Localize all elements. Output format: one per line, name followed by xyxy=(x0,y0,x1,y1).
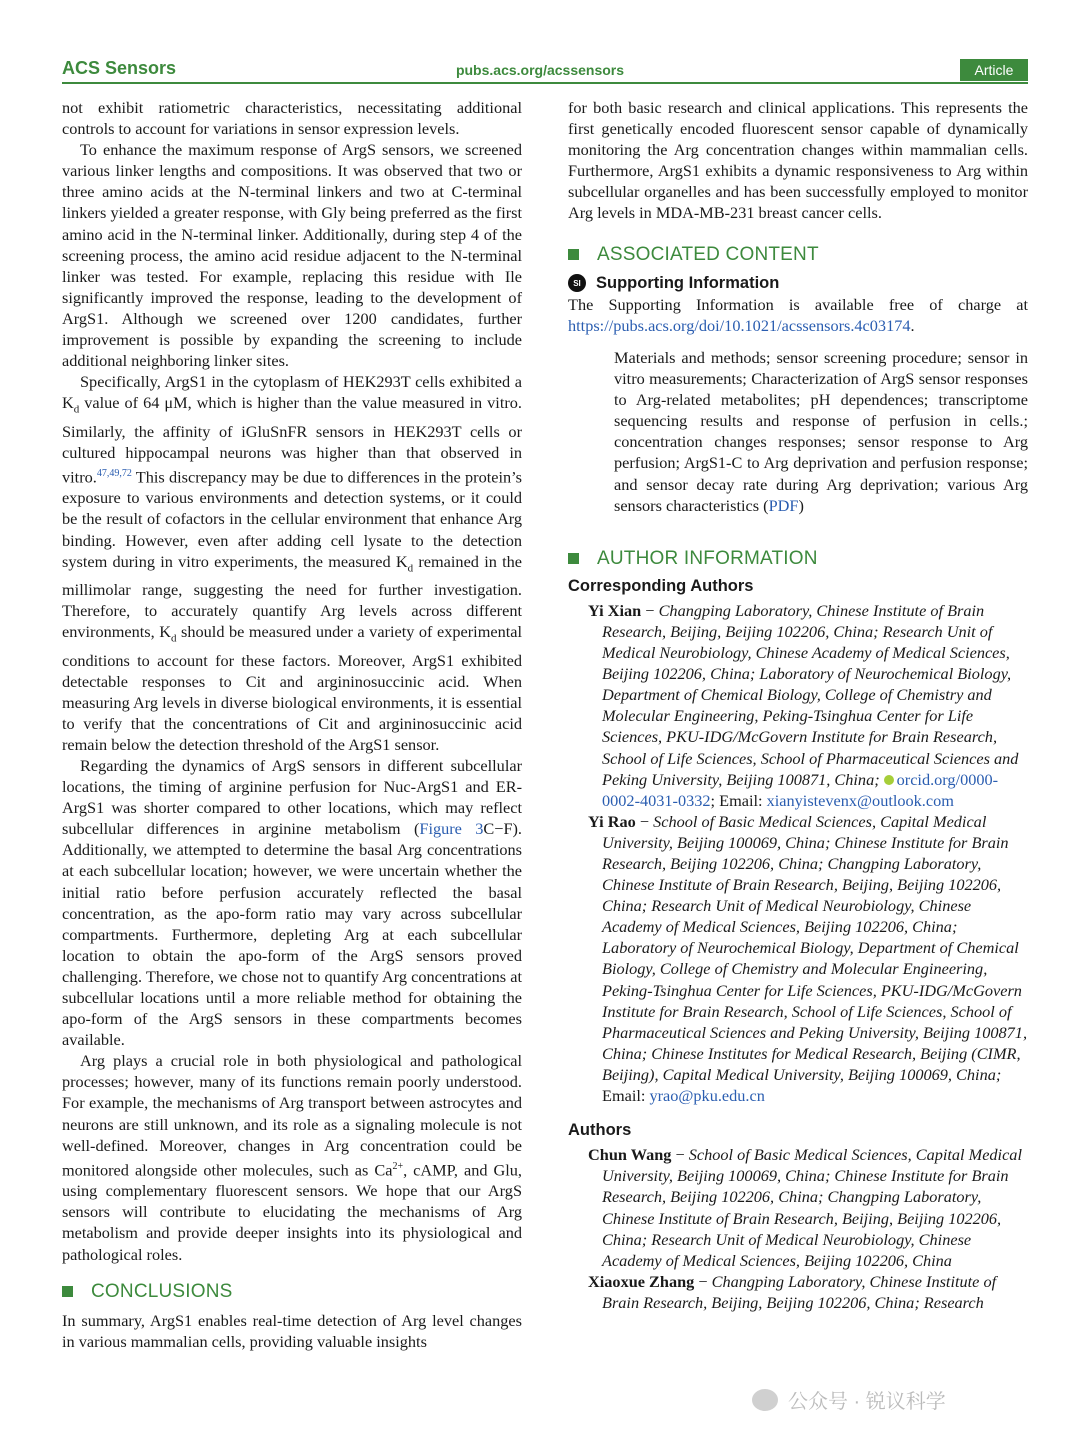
paragraph: Arg plays a crucial role in both physiological and pathological processes; however, many of its functions remain poorly understood. For example, the mechanisms of Arg transport between astrocytes and neurons are still unknown, and its role as a signaling molecule is not well-defined. Moreover, changes in Arg concentration could be monitored alongside other molecules, such as $Ca^{2+}$, cAMP, and Glu, using complementary fluorescent sensors. We hope that our ArgS sensors will contribute to elucidating the mechanisms of Arg metabolism and provide deeper insights into its physiological and pathological roles. xyxy=(62,1051,522,1264)
right-column xyxy=(568,97,1028,1313)
header-rule xyxy=(62,82,1028,84)
section-square-icon xyxy=(568,553,579,564)
supporting-info-icon: SI xyxy=(568,274,586,292)
author-name: Chun Wang xyxy=(588,1145,672,1165)
journal-url[interactable]: pubs.acs.org/acssensors xyxy=(455,62,625,78)
reference-link[interactable]: 47,49,72 xyxy=(96,467,132,479)
conclusions-heading: CONCLUSIONS xyxy=(62,1281,522,1302)
section-square-icon xyxy=(568,249,579,260)
author-name: Xiaoxue Zhang xyxy=(588,1271,695,1291)
author-information-heading: AUTHOR INFORMATION xyxy=(568,548,1028,569)
author-name: Yi Rao xyxy=(588,811,636,831)
paragraph: To enhance the maximum response of ArgS sensors, we screened various linker lengths and compositions. It was observed that two or three amino acids at the N-terminal linkers and two at C-terminal linkers yielded a greater response, with Gly being preferred as the first amino acid in the N-terminal linker. Additionally, during step 4 of the screening process, the amino acid residue adjacent to the N-terminal linker was tested. For example, replacing this residue with Ile significantly improved the response, leading to the development of ArgS1. Although we screened over 1200 candidates, further improvement is possible by expanding the screening to include additional neighboring linker sites. xyxy=(62,140,522,371)
associated-content-heading: ASSOCIATED CONTENT xyxy=(568,244,1028,265)
paragraph: In summary, ArgS1 enables real-time detection of Arg level changes in various mammalian cells, providing valuable insights xyxy=(62,1310,522,1351)
watermark: 公众号 · 锐议科学 xyxy=(752,1385,946,1414)
email-link[interactable]: yrao@pku.edu.cn xyxy=(649,1086,765,1106)
paragraph: not exhibit ratiometric characteristics, necessitating additional controls to account for variations in sensor expression levels. xyxy=(62,98,522,139)
author-entry: Yi Rao − School of Basic Medical Sciences, Capital Medical University, Beijing 100069, China; Chinese Institute for Brain Research, Beijing 102206, China; Changping Laboratory, Chinese Institute of Brain Research, Beijing, Beijing 102206, China; Research Unit of Medical Neurobiology, Chinese Academy of Medical Sciences, Beijing 102206, China; Laboratory of Neurochemical Biology, Department of Chemical Biology, College of Chemistry and Molecular Engineering, Peking-Tsinghua Center for Life Sciences, PKU-IDG/McGovern Institute for Brain Research, School of Life Sciences, School of Pharmaceutical Sciences and Peking University, Beijing 100871, China; Chinese Institutes for Medical Research, Beijing (CIMR, Beijing), Capital Medical University, Beijing 100069, China; Email: yrao@pku.edu.cn xyxy=(588,811,1028,1106)
si-url-link[interactable]: https://pubs.acs.org/doi/10.1021/acssensors.4c03174 xyxy=(568,315,911,335)
authors-heading: Authors xyxy=(568,1121,632,1140)
corresponding-authors-heading: Corresponding Authors xyxy=(568,576,754,595)
paragraph: Regarding the dynamics of ArgS sensors in different subcellular locations, the timing of arginine perfusion for Nuc-ArgS1 and ER-ArgS1 was shorter compared to other locations, which may reflect subcellular differences in arginine metabolism (Figure 3C−F). Additionally, we attempted to determine the basal Arg concentrations at each subcellular location; however, we were uncertain whether the initial ratio before perfusion accurately reflected the basal concentration, as the apo-form ratio may vary across subcellular compartments. Furthermore, depleting Arg at each subcellular location to obtain the apo-form of the ArgS sensors proved challenging. Therefore, we chose not to quantify Arg concentrations at subcellular locations until a more reliable method for obtaining the apo-form of the ArgS sensors in these compartments becomes available. xyxy=(62,755,522,1050)
author-name: Yi Xian xyxy=(588,600,642,620)
paragraph: for both basic research and clinical applications. This represents the first genetically encoded fluorescent sensor capable of dynamically monitoring the Arg concentration changes within mammalian cells. Furthermore, ArgS1 exhibits a dynamic responsiveness to Arg within subcellular organelles and has been successfully employed to monitor Arg levels in MDA-MB-231 breast cancer cells. xyxy=(568,98,1028,223)
figure-link[interactable]: Figure 3 xyxy=(419,819,484,839)
wechat-logo-icon xyxy=(752,1389,778,1411)
author-entry: Chun Wang − School of Basic Medical Sciences, Capital Medical University, Beijing 100069, China; Chinese Institute for Brain Research, Beijing 102206, China; Changping Laboratory, Chinese Institute of Brain Research, Beijing, Beijing 102206, China; Research Unit of Medical Neurobiology, Chinese Academy of Medical Sciences, Beijing 102206, China xyxy=(588,1145,1022,1270)
author-entry: Xiaoxue Zhang − Changping Laboratory, Chinese Institute of Brain Research, Beijing, Beijing 102206, China; Research xyxy=(588,1271,997,1312)
orcid-icon xyxy=(884,775,894,785)
author-entry: Yi Xian − Changping Laboratory, Chinese Institute of Brain Research, Beijing, Beijing 102206, China; Research Unit of Medical Neurobiology, Chinese Academy of Medical Sciences, Beijing 102206, China; Laboratory of Neurochemical Biology, Department of Chemical Biology, College of Chemistry and Molecular Engineering, Peking-Tsinghua Center for Life Sciences, PKU-IDG/McGovern Institute for Brain Research, School of Life Sciences, School of Pharmaceutical Sciences and Peking University, Beijing 100871, China; orcid.org/0000-0002-4031-0332; Email: xianyistevenx@outlook.com xyxy=(588,600,1019,810)
pdf-link[interactable]: PDF xyxy=(768,495,799,515)
supporting-info-heading: SI Supporting Information xyxy=(568,273,1028,294)
paragraph: The Supporting Information is available free of charge at https://pubs.acs.org/doi/10.1021/acssensors.4c03174. xyxy=(568,294,1028,335)
paragraph: Specifically, ArgS1 in the cytoplasm of HEK293T cells exhibited a $K_d$ value of 64 μM, which is higher than the value measured in vitro. Similarly, the affinity of iGluSnFR sensors in HEK293T cells or cultured hippocampal neurons was higher than that observed in vitro.$^{47,49,72}$ This discrepancy may be due to differences in the protein’s exposure to various environments and detection systems, or it could be the result of cofactors in the cellular environment that enhance Arg binding. However, even after adding cell lysate to the detection system during in vitro experiments, the measured $K_d$ remained in the millimolar range, suggesting the need for further investigation. Therefore, to accurately quantify Arg levels across different environments, $K_d$ should be measured under a variety of experimental conditions to account for these factors. Moreover, ArgS1 exhibited detectable responses to Cit and argininosuccinic acid. When measuring Arg levels in diverse biological environments, it is essential to verify that the concentrations of Cit and argininosuccinic acid remain below the detection threshold of the ArgS1 sensor. xyxy=(62,372,523,754)
orcid-link[interactable]: orcid.org/0000-0002-4031-0332 xyxy=(602,769,999,810)
section-square-icon xyxy=(62,1286,73,1297)
article-type-badge: Article xyxy=(960,59,1028,81)
left-column xyxy=(62,97,522,1352)
email-link[interactable]: xianyistevenx@outlook.com xyxy=(766,790,954,810)
si-file-list: Materials and methods; sensor screening procedure; sensor in vitro measurements; Characterization of ArgS sensor responses to Arg-related metabolites; pH dependences; transcriptome sequencing results and response of perfusion in cells.; concentration changes responses; sensor response to Arg perfusion; ArgS1-C to Arg deprivation and perfusion response; and sensor decay rate during Arg deprivation; various Arg sensors characteristics (PDF) xyxy=(614,347,1028,515)
journal-name: ACS Sensors xyxy=(62,58,177,78)
